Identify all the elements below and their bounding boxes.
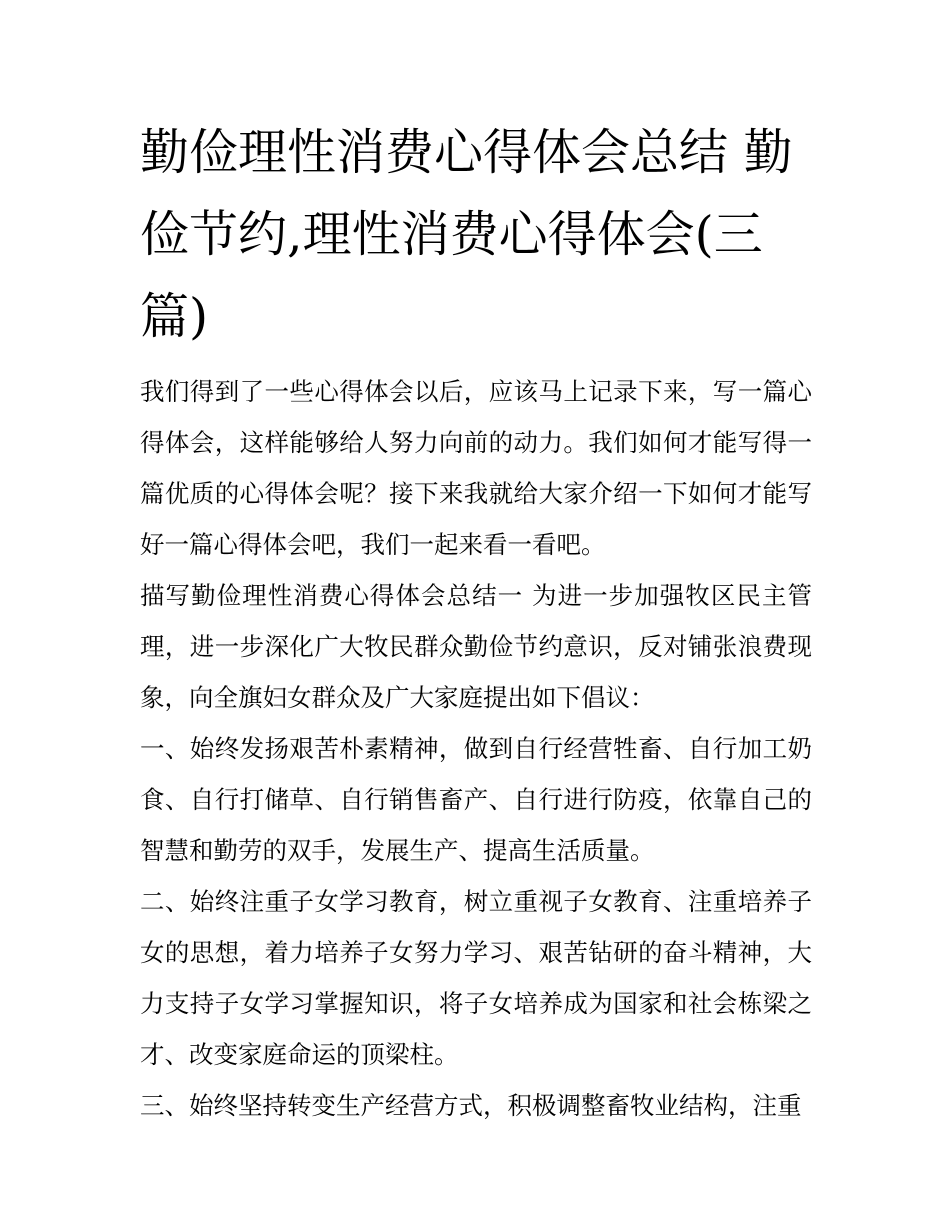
title-spacing [140,358,812,366]
document-body [140,112,812,1131]
paragraph-item-3: 三、始终坚持转变生产经营方式，积极调整畜牧业结构，注重 [140,1091,802,1120]
paragraph-proposal: 描写勤俭理性消费心得体会总结一 为进一步加强牧区民主管理，进一步深化广大牧民群众勤俭节约意识，反对铺张浪费现象，向全旗妇女群众及广大家庭提出如下倡议： [140,581,812,712]
paragraph-intro: 我们得到了一些心得体会以后，应该马上记录下来，写一篇心得体会，这样能够给人努力向前的动力。我们如何才能写得一篇优质的心得体会呢？接下来我就给大家介绍一下如何才能写好一篇心得体会吧，我们一起来看一看吧。 [140,377,812,559]
paragraph-item-2: 二、始终注重子女学习教育，树立重视子女教育、注重培养子女的思想，着力培养子女努力学习、艰苦钻研的奋斗精神，大力支持子女学习掌握知识，将子女培养成为国家和社会栋梁之才、改变家庭命运的顶梁柱。 [140,887,812,1069]
paragraph-item-1: 一、始终发扬艰苦朴素精神，做到自行经营牲畜、自行加工奶食、自行打储草、自行销售畜产、自行进行防疫，依靠自己的智慧和勤劳的双手，发展生产、提高生活质量。 [140,734,812,865]
document-title: 勤俭理性消费心得体会总结 勤俭节约,理性消费心得体会(三篇) [140,124,793,345]
